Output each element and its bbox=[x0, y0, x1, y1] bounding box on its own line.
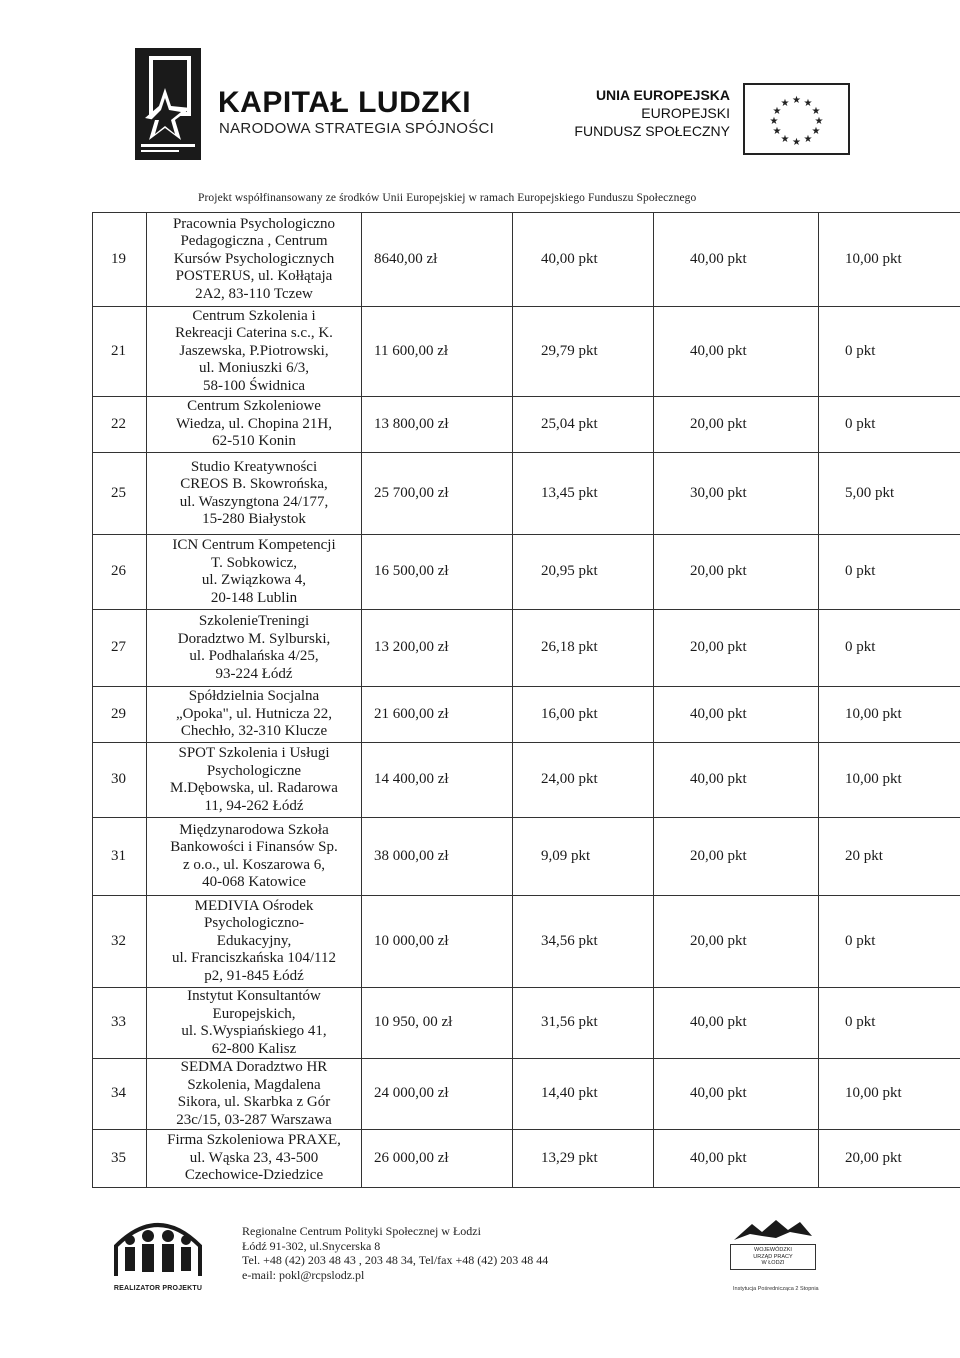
table-row bbox=[93, 610, 960, 687]
amount-cell: 25 700,00 zł bbox=[362, 453, 513, 535]
provider-line: Kursów Psychologicznych bbox=[173, 250, 335, 267]
wup-line-1: WOJEWÓDZKI bbox=[754, 1247, 792, 1253]
provider-line: Edukacyjny, bbox=[216, 932, 292, 949]
points-3-cell: 5,00 pkt bbox=[819, 453, 960, 535]
provider-line: ul. Moniuszki 6/3, bbox=[198, 360, 309, 377]
row-number: 27 bbox=[93, 610, 147, 687]
points-1-cell: 14,40 pkt bbox=[513, 1059, 654, 1130]
row-number: 19 bbox=[93, 213, 147, 307]
points-2-cell: 40,00 pkt bbox=[654, 743, 819, 818]
provider-line: „Opoka", ul. Hutnicza 22, bbox=[175, 705, 333, 722]
provider-line: Chechło, 32-310 Klucze bbox=[180, 723, 328, 740]
points-2-cell: 40,00 pkt bbox=[654, 307, 819, 397]
program-subtitle: NARODOWA STRATEGIA SPÓJNOŚCI bbox=[219, 120, 495, 137]
points-3-cell: 10,00 pkt bbox=[819, 743, 960, 818]
provider-line: Czechowice-Dziedzice bbox=[184, 1167, 324, 1184]
provider-line: Pedagogiczna , Centrum bbox=[180, 233, 328, 250]
wup-line-2: URZĄD PRACY bbox=[753, 1253, 793, 1260]
table-row bbox=[93, 1130, 960, 1188]
points-2-cell: 20,00 pkt bbox=[654, 610, 819, 687]
points-2-cell: 30,00 pkt bbox=[654, 453, 819, 535]
amount-cell: 16 500,00 zł bbox=[362, 535, 513, 610]
provider-line: ul. Franciszkańska 104/112 bbox=[172, 950, 336, 967]
provider-line: 93-224 Łódź bbox=[215, 665, 293, 682]
points-3-cell: 20,00 pkt bbox=[819, 1130, 960, 1188]
provider-line: 40-068 Katowice bbox=[202, 874, 306, 890]
provider-line: SEDMA Doradztwo HR bbox=[180, 1059, 328, 1075]
provider-line: 58-100 Świdnica bbox=[202, 377, 306, 394]
eu-text-block bbox=[574, 86, 730, 140]
points-1-cell: 24,00 pkt bbox=[513, 743, 654, 818]
svg-text:★: ★ bbox=[803, 134, 813, 145]
wup-line-3: W ŁODZI bbox=[761, 1260, 785, 1266]
provider-line: Bankowości i Finansów Sp. bbox=[170, 839, 338, 855]
svg-text:★: ★ bbox=[780, 134, 790, 145]
org-name: Regionalne Centrum Polityki Społecznej w Łodzi bbox=[242, 1224, 481, 1238]
provider-line: 20-148 Lublin bbox=[210, 589, 298, 606]
provider-cell bbox=[147, 818, 362, 896]
org-email[interactable]: e-mail: pokl@rcpslodz.pl bbox=[242, 1267, 365, 1282]
provider-line: 15-280 Białystok bbox=[202, 511, 306, 527]
amount-cell: 38 000,00 zł bbox=[362, 818, 513, 896]
row-number: 21 bbox=[93, 307, 147, 397]
offers-table bbox=[92, 212, 960, 1188]
amount-cell: 11 600,00 zł bbox=[362, 307, 513, 397]
points-1-cell: 9,09 pkt bbox=[513, 818, 654, 896]
row-number: 22 bbox=[93, 397, 147, 453]
intermediate-institution-note: Instytucja Pośrednicząca 2 Stopnia bbox=[733, 1286, 819, 1292]
provider-line: ul. Podhalańska 4/25, bbox=[189, 648, 319, 664]
table-row bbox=[93, 988, 960, 1059]
points-2-cell: 40,00 pkt bbox=[654, 213, 819, 307]
table-row bbox=[93, 687, 960, 743]
amount-cell: 10 950, 00 zł bbox=[362, 988, 513, 1059]
points-1-cell: 25,04 pkt bbox=[513, 397, 654, 453]
provider-cell bbox=[147, 213, 362, 307]
provider-line: Doradztwo M. Sylburski, bbox=[177, 630, 331, 647]
eu-stars-flag-icon bbox=[743, 83, 850, 155]
points-3-cell: 20 pkt bbox=[819, 818, 960, 896]
provider-line: SzkolenieTreningi bbox=[198, 613, 310, 629]
provider-line: M.Dębowska, ul. Radarowa bbox=[170, 780, 338, 796]
svg-text:★: ★ bbox=[792, 137, 801, 148]
provider-cell bbox=[147, 896, 362, 988]
svg-text:★: ★ bbox=[792, 95, 801, 106]
provider-cell bbox=[147, 1059, 362, 1130]
points-2-cell: 40,00 pkt bbox=[654, 687, 819, 743]
provider-cell bbox=[147, 397, 362, 453]
table-row bbox=[93, 1059, 960, 1130]
provider-cell bbox=[147, 610, 362, 687]
svg-text:★: ★ bbox=[803, 98, 813, 109]
points-2-cell: 40,00 pkt bbox=[654, 1130, 819, 1188]
realizator-caption: REALIZATOR PROJEKTU bbox=[113, 1285, 203, 1292]
points-1-cell: 13,45 pkt bbox=[513, 453, 654, 535]
row-number: 30 bbox=[93, 743, 147, 818]
points-3-cell: 0 pkt bbox=[819, 307, 960, 397]
org-phone: Tel. +48 (42) 203 48 43 , 203 48 34, Tel/fax +48 (42) 203 48 44 bbox=[242, 1253, 549, 1267]
realizator-logo-icon bbox=[108, 1206, 208, 1296]
row-number: 32 bbox=[93, 896, 147, 988]
points-2-cell: 20,00 pkt bbox=[654, 397, 819, 453]
provider-line: 62-800 Kalisz bbox=[211, 1040, 297, 1057]
row-number: 29 bbox=[93, 687, 147, 743]
amount-cell: 13 200,00 zł bbox=[362, 610, 513, 687]
wup-box bbox=[730, 1244, 816, 1270]
provider-cell bbox=[147, 743, 362, 818]
wup-arrows-icon bbox=[730, 1218, 816, 1242]
provider-line: Sikora, ul. Skarbka z Gór bbox=[177, 1094, 331, 1110]
amount-cell: 21 600,00 zł bbox=[362, 687, 513, 743]
provider-line: CREOS B. Skowrońska, bbox=[180, 476, 328, 492]
org-address: Łódź 91-302, ul.Snycerska 8 bbox=[242, 1238, 381, 1253]
provider-line: 23c/15, 03-287 Warszawa bbox=[176, 1111, 332, 1128]
eu-line-european: EUROPEJSKI bbox=[641, 105, 730, 121]
amount-cell: 14 400,00 zł bbox=[362, 743, 513, 818]
provider-line: Centrum Szkoleniowe bbox=[187, 398, 321, 415]
points-1-cell: 34,56 pkt bbox=[513, 896, 654, 988]
provider-line: ul. Waszyngtona 24/177, bbox=[179, 493, 329, 510]
provider-line: z o.o., ul. Koszarowa 6, bbox=[182, 856, 326, 873]
points-1-cell: 26,18 pkt bbox=[513, 610, 654, 687]
eu-line-social-fund: FUNDUSZ SPOŁECZNY bbox=[574, 123, 730, 139]
program-title: KAPITAŁ LUDZKI bbox=[218, 86, 472, 119]
svg-text:★: ★ bbox=[769, 116, 779, 127]
points-3-cell: 0 pkt bbox=[819, 896, 960, 988]
provider-line: Pracownia Psychologiczno bbox=[172, 215, 336, 232]
row-number: 33 bbox=[93, 988, 147, 1059]
points-1-cell: 13,29 pkt bbox=[513, 1130, 654, 1188]
points-2-cell: 20,00 pkt bbox=[654, 535, 819, 610]
provider-line: p2, 91-845 Łódź bbox=[204, 967, 304, 984]
eu-line-union: UNIA EUROPEJSKA bbox=[595, 87, 730, 103]
provider-line: Studio Kreatywności bbox=[190, 458, 318, 475]
provider-line: 11, 94-262 Łódź bbox=[204, 797, 304, 814]
provider-line: POSTERUS, ul. Kołłątaja bbox=[175, 268, 333, 285]
provider-line: MEDIVIA Ośrodek bbox=[194, 897, 314, 914]
provider-line: Instytut Konsultantów bbox=[187, 988, 321, 1004]
provider-line: Psychologiczne bbox=[206, 762, 302, 779]
points-3-cell: 0 pkt bbox=[819, 610, 960, 687]
amount-cell: 8640,00 zł bbox=[362, 213, 513, 307]
provider-cell bbox=[147, 1130, 362, 1188]
points-3-cell: 10,00 pkt bbox=[819, 213, 960, 307]
table-row bbox=[93, 896, 960, 988]
provider-line: 62-510 Konin bbox=[212, 433, 296, 450]
svg-text:★: ★ bbox=[772, 126, 782, 137]
row-number: 34 bbox=[93, 1059, 147, 1130]
table-row bbox=[93, 743, 960, 818]
provider-line: SPOT Szkolenia i Usługi bbox=[178, 745, 330, 761]
points-3-cell: 0 pkt bbox=[819, 397, 960, 453]
amount-cell: 10 000,00 zł bbox=[362, 896, 513, 988]
points-1-cell: 40,00 pkt bbox=[513, 213, 654, 307]
provider-line: ul. Wąska 23, 43-500 bbox=[189, 1149, 319, 1166]
wup-logo bbox=[730, 1218, 816, 1270]
provider-line: Międzynarodowa Szkoła bbox=[179, 821, 329, 838]
points-2-cell: 20,00 pkt bbox=[654, 818, 819, 896]
table-row bbox=[93, 397, 960, 453]
svg-text:★: ★ bbox=[780, 98, 790, 109]
provider-line: Firma Szkoleniowa PRAXE, bbox=[167, 1132, 341, 1149]
organization-contact bbox=[242, 1224, 548, 1282]
points-2-cell: 40,00 pkt bbox=[654, 988, 819, 1059]
provider-line: Spółdzielnia Socjalna bbox=[188, 688, 320, 705]
provider-cell bbox=[147, 988, 362, 1059]
amount-cell: 13 800,00 zł bbox=[362, 397, 513, 453]
svg-text:★: ★ bbox=[814, 116, 824, 127]
points-3-cell: 10,00 pkt bbox=[819, 687, 960, 743]
provider-line: ul. S.Wyspiańskiego 41, bbox=[181, 1023, 327, 1039]
provider-line: Szkolenia, Magdalena bbox=[187, 1076, 321, 1093]
points-3-cell: 10,00 pkt bbox=[819, 1059, 960, 1130]
amount-cell: 26 000,00 zł bbox=[362, 1130, 513, 1188]
points-2-cell: 20,00 pkt bbox=[654, 896, 819, 988]
provider-cell bbox=[147, 453, 362, 535]
amount-cell: 24 000,00 zł bbox=[362, 1059, 513, 1130]
row-number: 25 bbox=[93, 453, 147, 535]
svg-text:★: ★ bbox=[811, 126, 821, 137]
provider-line: T. Sobkowicz, bbox=[211, 554, 297, 571]
points-1-cell: 16,00 pkt bbox=[513, 687, 654, 743]
kapital-ludzki-logo-icon bbox=[135, 48, 201, 160]
provider-cell bbox=[147, 307, 362, 397]
provider-line: 2A2, 83-110 Tczew bbox=[195, 285, 313, 302]
svg-text:★: ★ bbox=[811, 106, 821, 117]
provider-cell bbox=[147, 535, 362, 610]
provider-line: ICN Centrum Kompetencji bbox=[172, 537, 336, 553]
cofinancing-note: Projekt współfinansowany ze środków Unii Europejskiej w ramach Europejskiego Funduszu Społecznego bbox=[198, 192, 697, 204]
provider-line: Jaszewska, P.Piotrowski, bbox=[179, 342, 329, 359]
table-row bbox=[93, 213, 960, 307]
row-number: 35 bbox=[93, 1130, 147, 1188]
row-number: 31 bbox=[93, 818, 147, 896]
provider-cell bbox=[147, 687, 362, 743]
row-number: 26 bbox=[93, 535, 147, 610]
svg-text:★: ★ bbox=[772, 106, 782, 117]
points-2-cell: 40,00 pkt bbox=[654, 1059, 819, 1130]
table-row bbox=[93, 535, 960, 610]
table-row bbox=[93, 818, 960, 896]
provider-line: Europejskich, bbox=[212, 1005, 296, 1022]
points-1-cell: 29,79 pkt bbox=[513, 307, 654, 397]
provider-line: Psychologiczno- bbox=[204, 915, 304, 932]
provider-line: Centrum Szkolenia i bbox=[192, 307, 316, 324]
provider-line: Rekreacji Caterina s.c., K. bbox=[175, 325, 333, 342]
table-row bbox=[93, 453, 960, 535]
points-1-cell: 31,56 pkt bbox=[513, 988, 654, 1059]
points-1-cell: 20,95 pkt bbox=[513, 535, 654, 610]
points-3-cell: 0 pkt bbox=[819, 535, 960, 610]
table-row bbox=[93, 307, 960, 397]
provider-line: ul. Związkowa 4, bbox=[201, 572, 307, 588]
provider-line: Wiedza, ul. Chopina 21H, bbox=[175, 415, 333, 432]
points-3-cell: 0 pkt bbox=[819, 988, 960, 1059]
